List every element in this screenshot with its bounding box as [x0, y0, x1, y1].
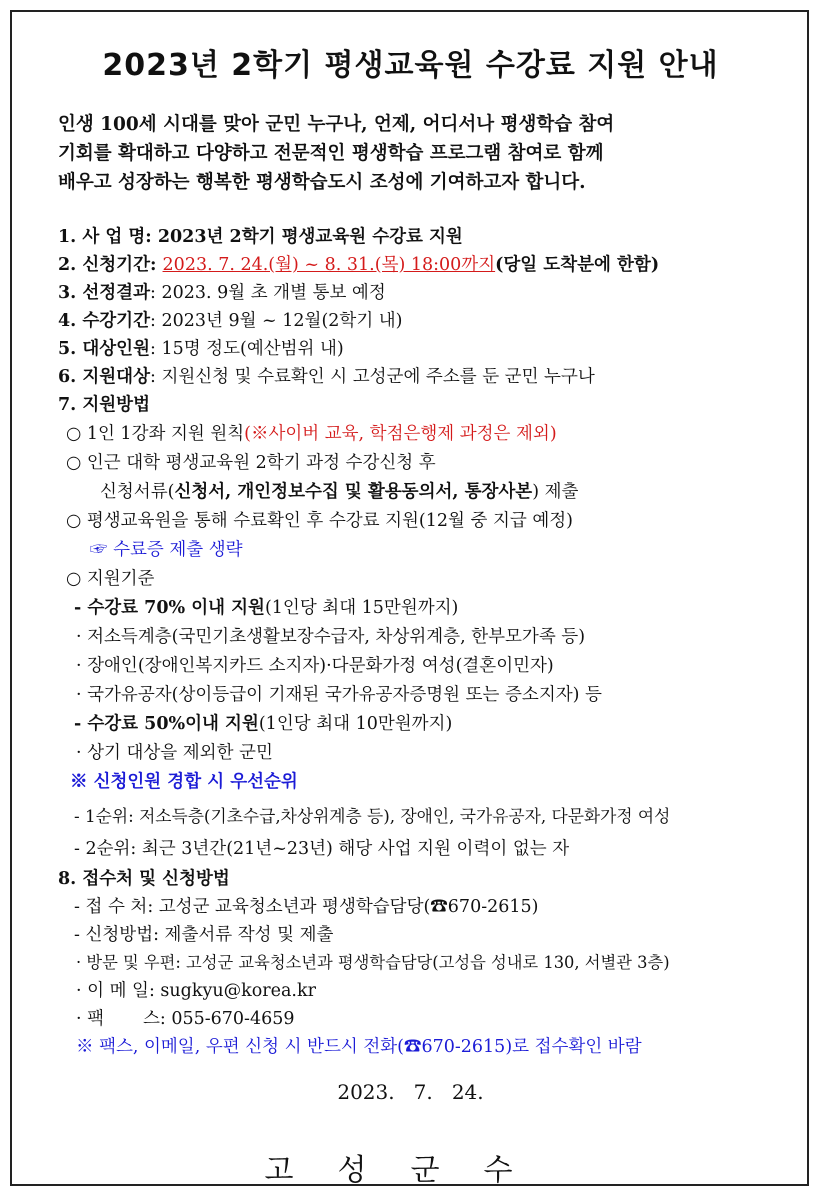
item-support-method: 7. 지원방법 [58, 395, 150, 415]
application-deadline: 2023. 7. 24.(월) ~ 8. 31.(목) 18:00까지 [162, 255, 496, 275]
item-label: 4. 수강기간 [58, 311, 150, 331]
item-application-period [58, 252, 659, 278]
criteria-disabled: · 장애인(장애인복지카드 소지자)·다문화가정 여성(결혼이민자) [76, 656, 554, 676]
intro-line: 기회를 확대하고 다양하고 전문적인 평생학습 프로그램 참여로 함께 [58, 143, 604, 164]
method-text: ) 제출 [532, 482, 579, 502]
item-label: 6. 지원대상 [58, 367, 150, 387]
reception-method: - 신청방법: 제출서류 작성 및 제출 [74, 925, 334, 945]
page-title: 2023년 2학기 평생교육원 수강료 지원 안내 [102, 48, 719, 83]
priority-heading: ※ 신청인원 경합 시 우선순위 [70, 772, 298, 792]
intro-line: 배우고 성장하는 행복한 평생학습도시 조성에 기여하고자 합니다. [58, 172, 586, 193]
method-registration: ○ 인근 대학 평생교육원 2학기 과정 수강신청 후 [66, 453, 436, 473]
reception-confirm-note: ※ 팩스, 이메일, 우편 신청 시 반드시 전화(☎670-2615)로 접수확인 바람 [76, 1037, 642, 1057]
criteria-50-percent [74, 711, 452, 737]
item-eligibility [58, 364, 595, 390]
priority-second: - 2순위: 최근 3년간(21년~23년) 해당 사업 지원 이력이 없는 자 [74, 839, 570, 859]
criteria-veterans: · 국가유공자(상이등급이 기재된 국가유공자증명원 또는 증소지자) 등 [76, 685, 602, 705]
criteria-others: · 상기 대상을 제외한 군민 [76, 743, 273, 763]
criteria-70-percent [74, 595, 458, 621]
item-course-period [58, 308, 403, 334]
item-value: : 2023. 9월 초 개별 통보 예정 [149, 283, 386, 303]
method-text: ○ 1인 1강좌 지원 원칙 [66, 424, 245, 444]
item-target-count [58, 336, 344, 362]
criteria-low-income: · 저소득계층(국민기초생활보장수급자, 차상위계층, 한부모가족 등) [76, 627, 586, 647]
item-reception: 8. 접수처 및 신청방법 [58, 869, 230, 889]
item-value: : 2023년 2학기 평생교육원 수강료 지원 [145, 227, 463, 247]
item-selection-result [58, 280, 386, 306]
method-completion-check: ○ 평생교육원을 통해 수료확인 후 수강료 지원(12월 중 지급 예정) [66, 511, 573, 531]
item-project-name [58, 224, 463, 250]
issuer-signature: 고성군수 [264, 1153, 557, 1188]
method-text: 신청서류( [100, 482, 175, 502]
intro-line: 인생 100세 시대를 맞아 군민 누구나, 언제, 어디서나 평생학습 참여 [58, 114, 615, 135]
criteria-title: - 수강료 50%이내 지원 [74, 714, 259, 734]
item-value: : 2023년 9월 ~ 12월(2학기 내) [149, 311, 403, 331]
required-documents: 신청서, 개인정보수집 및 활용동의서, 통장사본 [174, 482, 533, 502]
criteria-limit: (1인당 최대 10만원까지) [258, 714, 453, 734]
reception-visit-mail: · 방문 및 우편: 고성군 교육청소년과 평생학습담당(고성읍 성내로 130, 서별관 3층) [76, 953, 670, 972]
item-colon: : [149, 255, 163, 275]
method-rule-one-course [66, 421, 557, 447]
item-label: 1. 사 업 명 [58, 227, 146, 247]
item-label: 2. 신청기간 [58, 255, 150, 275]
deadline-note: (당일 도착분에 한함) [495, 255, 660, 275]
method-certificate-note: ☞ 수료증 제출 생략 [90, 540, 243, 560]
reception-fax: · 팩 스: 055-670-4659 [76, 1009, 295, 1029]
item-value: : 15명 정도(예산범위 내) [149, 339, 344, 359]
intro-paragraph [58, 110, 778, 197]
method-documents [100, 479, 578, 505]
criteria-limit: (1인당 최대 15만원까지) [264, 598, 459, 618]
method-criteria-heading: ○ 지원기준 [66, 569, 155, 589]
criteria-title: - 수강료 70% 이내 지원 [74, 598, 265, 618]
document-date: 2023. 7. 24. [337, 1080, 484, 1104]
item-label: 3. 선정결과 [58, 283, 150, 303]
priority-first: - 1순위: 저소득층(기초수급,차상위계층 등), 장애인, 국가유공자, 다문화가정 여성 [74, 806, 671, 826]
reception-office: - 접 수 처: 고성군 교육청소년과 평생학습담당(☎670-2615) [74, 897, 539, 917]
item-value: : 지원신청 및 수료확인 시 고성군에 주소를 둔 군민 누구나 [149, 367, 595, 387]
method-exclusion-note: (※사이버 교육, 학점은행제 과정은 제외) [244, 424, 557, 444]
item-label: 5. 대상인원 [58, 339, 150, 359]
reception-email: · 이 메 일: sugkyu@korea.kr [76, 981, 316, 1001]
